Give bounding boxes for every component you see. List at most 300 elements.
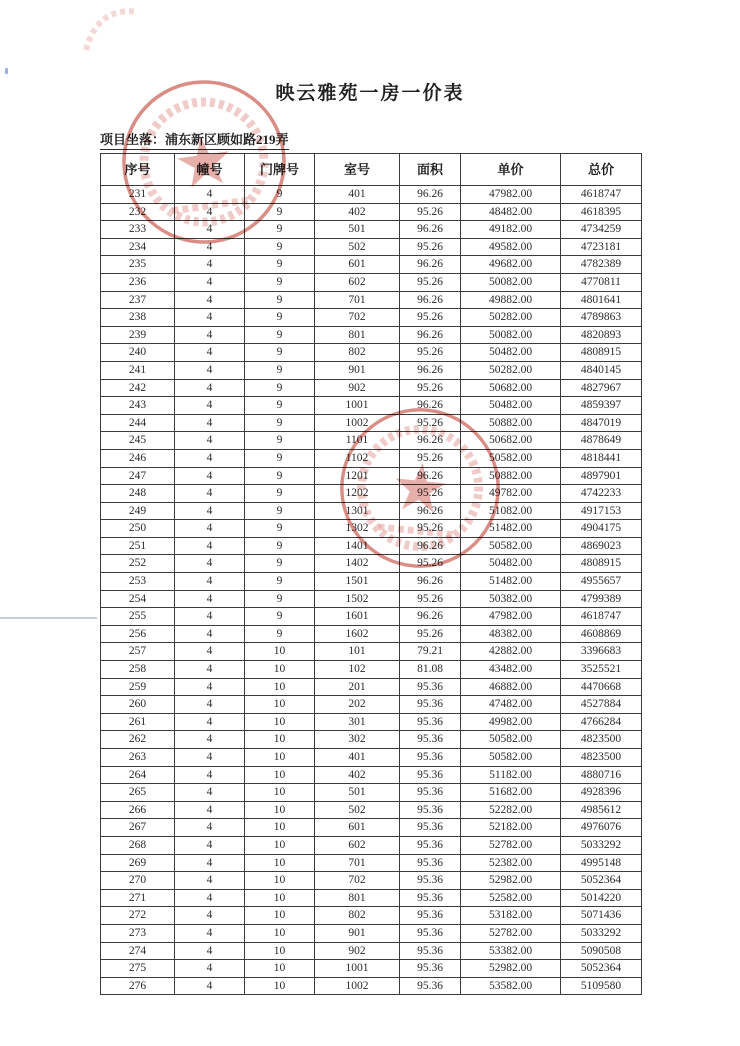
table-cell: 51482.00 bbox=[461, 573, 561, 591]
table-cell: 95.36 bbox=[400, 696, 461, 714]
table-cell: 262 bbox=[101, 731, 175, 749]
table-cell: 10 bbox=[245, 889, 315, 907]
table-cell: 10 bbox=[245, 678, 315, 696]
table-cell: 4 bbox=[175, 731, 245, 749]
table-cell: 95.36 bbox=[400, 836, 461, 854]
table-cell: 5052364 bbox=[561, 872, 642, 890]
table-cell: 52782.00 bbox=[461, 836, 561, 854]
table-cell: 1601 bbox=[315, 608, 400, 626]
table-cell: 1002 bbox=[315, 414, 400, 432]
table-cell: 4869023 bbox=[561, 537, 642, 555]
table-cell: 4 bbox=[175, 608, 245, 626]
table-row bbox=[101, 502, 642, 520]
table-cell: 261 bbox=[101, 713, 175, 731]
table-cell: 52782.00 bbox=[461, 924, 561, 942]
table-cell: 50082.00 bbox=[461, 326, 561, 344]
table-row bbox=[101, 731, 642, 749]
col-header-seq: 序号 bbox=[101, 154, 175, 186]
table-cell: 47982.00 bbox=[461, 608, 561, 626]
table-cell: 9 bbox=[245, 555, 315, 573]
table-row bbox=[101, 573, 642, 591]
table-cell: 95.36 bbox=[400, 749, 461, 767]
table-cell: 51082.00 bbox=[461, 502, 561, 520]
table-row bbox=[101, 291, 642, 309]
table-cell: 4 bbox=[175, 854, 245, 872]
table-cell: 3525521 bbox=[561, 661, 642, 679]
table-cell: 50582.00 bbox=[461, 537, 561, 555]
table-cell: 701 bbox=[315, 854, 400, 872]
table-cell: 95.36 bbox=[400, 872, 461, 890]
table-row bbox=[101, 326, 642, 344]
table-cell: 47982.00 bbox=[461, 186, 561, 204]
table-cell: 268 bbox=[101, 836, 175, 854]
table-cell: 4 bbox=[175, 555, 245, 573]
table-cell: 4847019 bbox=[561, 414, 642, 432]
table-cell: 95.36 bbox=[400, 942, 461, 960]
table-cell: 1102 bbox=[315, 449, 400, 467]
table-cell: 50682.00 bbox=[461, 432, 561, 450]
table-cell: 4 bbox=[175, 256, 245, 274]
table-cell: 96.26 bbox=[400, 326, 461, 344]
table-cell: 264 bbox=[101, 766, 175, 784]
table-cell: 246 bbox=[101, 449, 175, 467]
col-header-total-price: 总价 bbox=[561, 154, 642, 186]
table-cell: 602 bbox=[315, 273, 400, 291]
table-cell: 401 bbox=[315, 749, 400, 767]
table-cell: 4789863 bbox=[561, 309, 642, 327]
table-row bbox=[101, 889, 642, 907]
scan-artifact-speck bbox=[5, 68, 8, 74]
table-cell: 701 bbox=[315, 291, 400, 309]
table-row bbox=[101, 485, 642, 503]
table-cell: 10 bbox=[245, 731, 315, 749]
table-cell: 4 bbox=[175, 696, 245, 714]
table-cell: 96.26 bbox=[400, 186, 461, 204]
table-cell: 702 bbox=[315, 309, 400, 327]
table-cell: 96.26 bbox=[400, 221, 461, 239]
table-cell: 95.26 bbox=[400, 590, 461, 608]
table-cell: 4 bbox=[175, 960, 245, 978]
table-cell: 4782389 bbox=[561, 256, 642, 274]
table-cell: 95.26 bbox=[400, 344, 461, 362]
table-cell: 4 bbox=[175, 819, 245, 837]
table-cell: 249 bbox=[101, 502, 175, 520]
table-cell: 10 bbox=[245, 749, 315, 767]
table-row bbox=[101, 713, 642, 731]
table-cell: 96.26 bbox=[400, 467, 461, 485]
table-cell: 95.26 bbox=[400, 449, 461, 467]
table-cell: 49982.00 bbox=[461, 713, 561, 731]
table-cell: 276 bbox=[101, 977, 175, 995]
table-cell: 402 bbox=[315, 766, 400, 784]
table-cell: 1001 bbox=[315, 397, 400, 415]
table-cell: 702 bbox=[315, 872, 400, 890]
table-cell: 4 bbox=[175, 238, 245, 256]
table-cell: 5052364 bbox=[561, 960, 642, 978]
table-cell: 301 bbox=[315, 713, 400, 731]
table-cell: 257 bbox=[101, 643, 175, 661]
table-cell: 4 bbox=[175, 203, 245, 221]
table-cell: 4808915 bbox=[561, 555, 642, 573]
table-cell: 4608869 bbox=[561, 625, 642, 643]
table-cell: 52282.00 bbox=[461, 801, 561, 819]
table-cell: 4 bbox=[175, 661, 245, 679]
table-cell: 9 bbox=[245, 449, 315, 467]
table-cell: 201 bbox=[315, 678, 400, 696]
scan-artifact-line bbox=[0, 617, 97, 619]
table-row bbox=[101, 238, 642, 256]
table-cell: 253 bbox=[101, 573, 175, 591]
table-cell: 501 bbox=[315, 221, 400, 239]
table-cell: 95.36 bbox=[400, 713, 461, 731]
table-cell: 4 bbox=[175, 977, 245, 995]
table-cell: 9 bbox=[245, 520, 315, 538]
table-cell: 51482.00 bbox=[461, 520, 561, 538]
table-cell: 50282.00 bbox=[461, 361, 561, 379]
table-cell: 95.36 bbox=[400, 801, 461, 819]
table-cell: 4808915 bbox=[561, 344, 642, 362]
table-cell: 4 bbox=[175, 186, 245, 204]
table-cell: 4 bbox=[175, 291, 245, 309]
table-cell: 50382.00 bbox=[461, 590, 561, 608]
table-cell: 50882.00 bbox=[461, 414, 561, 432]
table-cell: 96.26 bbox=[400, 397, 461, 415]
table-row bbox=[101, 749, 642, 767]
table-cell: 50582.00 bbox=[461, 749, 561, 767]
table-cell: 242 bbox=[101, 379, 175, 397]
table-cell: 502 bbox=[315, 801, 400, 819]
table-row bbox=[101, 977, 642, 995]
table-cell: 96.26 bbox=[400, 608, 461, 626]
table-cell: 81.08 bbox=[400, 661, 461, 679]
table-cell: 270 bbox=[101, 872, 175, 890]
table-cell: 4766284 bbox=[561, 713, 642, 731]
table-cell: 4618747 bbox=[561, 608, 642, 626]
table-cell: 4 bbox=[175, 485, 245, 503]
table-cell: 4734259 bbox=[561, 221, 642, 239]
table-cell: 49182.00 bbox=[461, 221, 561, 239]
table-cell: 4 bbox=[175, 942, 245, 960]
table-cell: 4 bbox=[175, 379, 245, 397]
col-header-unit-price: 单价 bbox=[461, 154, 561, 186]
table-cell: 4976076 bbox=[561, 819, 642, 837]
table-cell: 902 bbox=[315, 942, 400, 960]
table-cell: 502 bbox=[315, 238, 400, 256]
table-cell: 4618747 bbox=[561, 186, 642, 204]
table-cell: 1202 bbox=[315, 485, 400, 503]
table-cell: 95.26 bbox=[400, 273, 461, 291]
table-cell: 4904175 bbox=[561, 520, 642, 538]
table-cell: 46882.00 bbox=[461, 678, 561, 696]
table-cell: 266 bbox=[101, 801, 175, 819]
table-row bbox=[101, 678, 642, 696]
table-cell: 5071436 bbox=[561, 907, 642, 925]
table-cell: 50582.00 bbox=[461, 731, 561, 749]
table-cell: 4955657 bbox=[561, 573, 642, 591]
table-cell: 95.36 bbox=[400, 678, 461, 696]
table-cell: 9 bbox=[245, 309, 315, 327]
table-cell: 42882.00 bbox=[461, 643, 561, 661]
table-cell: 53182.00 bbox=[461, 907, 561, 925]
table-cell: 95.26 bbox=[400, 238, 461, 256]
table-cell: 4 bbox=[175, 414, 245, 432]
table-cell: 4 bbox=[175, 432, 245, 450]
table-cell: 52382.00 bbox=[461, 854, 561, 872]
table-cell: 9 bbox=[245, 432, 315, 450]
table-row bbox=[101, 836, 642, 854]
table-row bbox=[101, 449, 642, 467]
table-cell: 9 bbox=[245, 379, 315, 397]
table-row bbox=[101, 273, 642, 291]
table-cell: 4 bbox=[175, 502, 245, 520]
table-cell: 52182.00 bbox=[461, 819, 561, 837]
table-cell: 248 bbox=[101, 485, 175, 503]
table-row bbox=[101, 942, 642, 960]
table-cell: 235 bbox=[101, 256, 175, 274]
table-cell: 254 bbox=[101, 590, 175, 608]
table-cell: 9 bbox=[245, 590, 315, 608]
table-row bbox=[101, 819, 642, 837]
table-cell: 4985612 bbox=[561, 801, 642, 819]
table-cell: 4801641 bbox=[561, 291, 642, 309]
table-cell: 10 bbox=[245, 942, 315, 960]
table-cell: 3396683 bbox=[561, 643, 642, 661]
table-cell: 96.26 bbox=[400, 256, 461, 274]
table-cell: 49582.00 bbox=[461, 238, 561, 256]
table-cell: 4 bbox=[175, 361, 245, 379]
table-row bbox=[101, 555, 642, 573]
table-cell: 9 bbox=[245, 186, 315, 204]
table-cell: 4618395 bbox=[561, 203, 642, 221]
table-row bbox=[101, 643, 642, 661]
table-row bbox=[101, 520, 642, 538]
table-cell: 95.36 bbox=[400, 960, 461, 978]
table-cell: 51182.00 bbox=[461, 766, 561, 784]
table-cell: 95.26 bbox=[400, 485, 461, 503]
table-cell: 241 bbox=[101, 361, 175, 379]
table-cell: 10 bbox=[245, 643, 315, 661]
table-row bbox=[101, 361, 642, 379]
table-cell: 255 bbox=[101, 608, 175, 626]
table-cell: 4 bbox=[175, 467, 245, 485]
table-cell: 47482.00 bbox=[461, 696, 561, 714]
table-cell: 250 bbox=[101, 520, 175, 538]
table-cell: 4917153 bbox=[561, 502, 642, 520]
table-cell: 4 bbox=[175, 801, 245, 819]
table-cell: 96.26 bbox=[400, 573, 461, 591]
table-row bbox=[101, 625, 642, 643]
table-cell: 256 bbox=[101, 625, 175, 643]
table-cell: 5109580 bbox=[561, 977, 642, 995]
table-cell: 4 bbox=[175, 872, 245, 890]
table-cell: 50682.00 bbox=[461, 379, 561, 397]
table-cell: 5033292 bbox=[561, 836, 642, 854]
table-cell: 10 bbox=[245, 977, 315, 995]
table-row bbox=[101, 256, 642, 274]
table-cell: 802 bbox=[315, 344, 400, 362]
table-cell: 95.26 bbox=[400, 309, 461, 327]
table-cell: 4 bbox=[175, 449, 245, 467]
table-cell: 10 bbox=[245, 713, 315, 731]
table-cell: 95.26 bbox=[400, 414, 461, 432]
table-cell: 237 bbox=[101, 291, 175, 309]
table-cell: 4742233 bbox=[561, 485, 642, 503]
table-cell: 96.26 bbox=[400, 361, 461, 379]
table-cell: 1001 bbox=[315, 960, 400, 978]
table-cell: 251 bbox=[101, 537, 175, 555]
table-cell: 4 bbox=[175, 273, 245, 291]
table-cell: 263 bbox=[101, 749, 175, 767]
table-cell: 1301 bbox=[315, 502, 400, 520]
table-row bbox=[101, 924, 642, 942]
table-cell: 4 bbox=[175, 678, 245, 696]
table-cell: 501 bbox=[315, 784, 400, 802]
table-cell: 50082.00 bbox=[461, 273, 561, 291]
table-cell: 95.26 bbox=[400, 203, 461, 221]
col-header-room: 室号 bbox=[315, 154, 400, 186]
table-cell: 4 bbox=[175, 520, 245, 538]
table-cell: 4723181 bbox=[561, 238, 642, 256]
table-cell: 4 bbox=[175, 643, 245, 661]
table-cell: 4 bbox=[175, 309, 245, 327]
table-cell: 95.36 bbox=[400, 924, 461, 942]
table-cell: 1401 bbox=[315, 537, 400, 555]
table-cell: 9 bbox=[245, 502, 315, 520]
table-cell: 43482.00 bbox=[461, 661, 561, 679]
table-row bbox=[101, 854, 642, 872]
price-table bbox=[100, 153, 642, 995]
table-cell: 10 bbox=[245, 836, 315, 854]
table-cell: 4840145 bbox=[561, 361, 642, 379]
table-cell: 267 bbox=[101, 819, 175, 837]
table-cell: 10 bbox=[245, 960, 315, 978]
table-cell: 902 bbox=[315, 379, 400, 397]
col-header-area: 面积 bbox=[400, 154, 461, 186]
table-cell: 50482.00 bbox=[461, 344, 561, 362]
table-cell: 601 bbox=[315, 819, 400, 837]
table-cell: 4 bbox=[175, 625, 245, 643]
table-row bbox=[101, 397, 642, 415]
table-cell: 9 bbox=[245, 344, 315, 362]
table-cell: 95.36 bbox=[400, 766, 461, 784]
table-cell: 4470668 bbox=[561, 678, 642, 696]
table-cell: 801 bbox=[315, 889, 400, 907]
table-cell: 95.36 bbox=[400, 819, 461, 837]
table-cell: 10 bbox=[245, 819, 315, 837]
table-cell: 1501 bbox=[315, 573, 400, 591]
table-cell: 302 bbox=[315, 731, 400, 749]
table-cell: 4 bbox=[175, 397, 245, 415]
table-row bbox=[101, 432, 642, 450]
table-cell: 4818441 bbox=[561, 449, 642, 467]
table-cell: 10 bbox=[245, 907, 315, 925]
table-cell: 238 bbox=[101, 309, 175, 327]
table-row bbox=[101, 696, 642, 714]
table-cell: 247 bbox=[101, 467, 175, 485]
table-cell: 95.26 bbox=[400, 555, 461, 573]
table-cell: 4820893 bbox=[561, 326, 642, 344]
table-cell: 96.26 bbox=[400, 537, 461, 555]
table-cell: 4880716 bbox=[561, 766, 642, 784]
table-cell: 402 bbox=[315, 203, 400, 221]
table-cell: 95.36 bbox=[400, 784, 461, 802]
table-cell: 9 bbox=[245, 238, 315, 256]
table-cell: 102 bbox=[315, 661, 400, 679]
table-cell: 10 bbox=[245, 661, 315, 679]
table-cell: 9 bbox=[245, 273, 315, 291]
table-cell: 10 bbox=[245, 766, 315, 784]
table-cell: 95.36 bbox=[400, 854, 461, 872]
table-row bbox=[101, 784, 642, 802]
table-cell: 10 bbox=[245, 696, 315, 714]
table-cell: 4823500 bbox=[561, 731, 642, 749]
table-cell: 1101 bbox=[315, 432, 400, 450]
table-row bbox=[101, 661, 642, 679]
table-cell: 95.36 bbox=[400, 889, 461, 907]
table-cell: 269 bbox=[101, 854, 175, 872]
page-title: 映云雅苑一房一价表 bbox=[275, 83, 465, 104]
table-cell: 901 bbox=[315, 924, 400, 942]
table-cell: 50882.00 bbox=[461, 467, 561, 485]
table-cell: 4 bbox=[175, 326, 245, 344]
table-cell: 4770811 bbox=[561, 273, 642, 291]
table-cell: 4897901 bbox=[561, 467, 642, 485]
table-cell: 101 bbox=[315, 643, 400, 661]
table-cell: 1201 bbox=[315, 467, 400, 485]
table-cell: 79.21 bbox=[400, 643, 461, 661]
table-cell: 252 bbox=[101, 555, 175, 573]
table-cell: 4 bbox=[175, 784, 245, 802]
table-cell: 95.36 bbox=[400, 977, 461, 995]
table-cell: 602 bbox=[315, 836, 400, 854]
table-cell: 4 bbox=[175, 889, 245, 907]
table-row bbox=[101, 467, 642, 485]
table-cell: 5014220 bbox=[561, 889, 642, 907]
table-cell: 95.26 bbox=[400, 379, 461, 397]
table-cell: 273 bbox=[101, 924, 175, 942]
table-cell: 232 bbox=[101, 203, 175, 221]
table-cell: 231 bbox=[101, 186, 175, 204]
table-row bbox=[101, 309, 642, 327]
table-cell: 4 bbox=[175, 590, 245, 608]
table-cell: 4 bbox=[175, 836, 245, 854]
table-cell: 9 bbox=[245, 573, 315, 591]
table-cell: 9 bbox=[245, 291, 315, 309]
table-cell: 4 bbox=[175, 907, 245, 925]
table-cell: 233 bbox=[101, 221, 175, 239]
table-cell: 4527884 bbox=[561, 696, 642, 714]
table-cell: 4799389 bbox=[561, 590, 642, 608]
table-cell: 4 bbox=[175, 537, 245, 555]
table-cell: 50582.00 bbox=[461, 449, 561, 467]
table-cell: 4 bbox=[175, 924, 245, 942]
table-cell: 9 bbox=[245, 537, 315, 555]
table-row bbox=[101, 960, 642, 978]
table-cell: 236 bbox=[101, 273, 175, 291]
table-cell: 48482.00 bbox=[461, 203, 561, 221]
table-cell: 95.36 bbox=[400, 907, 461, 925]
table-cell: 50482.00 bbox=[461, 555, 561, 573]
table-cell: 53382.00 bbox=[461, 942, 561, 960]
table-row bbox=[101, 907, 642, 925]
table-cell: 258 bbox=[101, 661, 175, 679]
table-cell: 4 bbox=[175, 749, 245, 767]
table-cell: 95.26 bbox=[400, 625, 461, 643]
table-cell: 4928396 bbox=[561, 784, 642, 802]
table-cell: 265 bbox=[101, 784, 175, 802]
table-cell: 96.26 bbox=[400, 432, 461, 450]
table-cell: 1002 bbox=[315, 977, 400, 995]
